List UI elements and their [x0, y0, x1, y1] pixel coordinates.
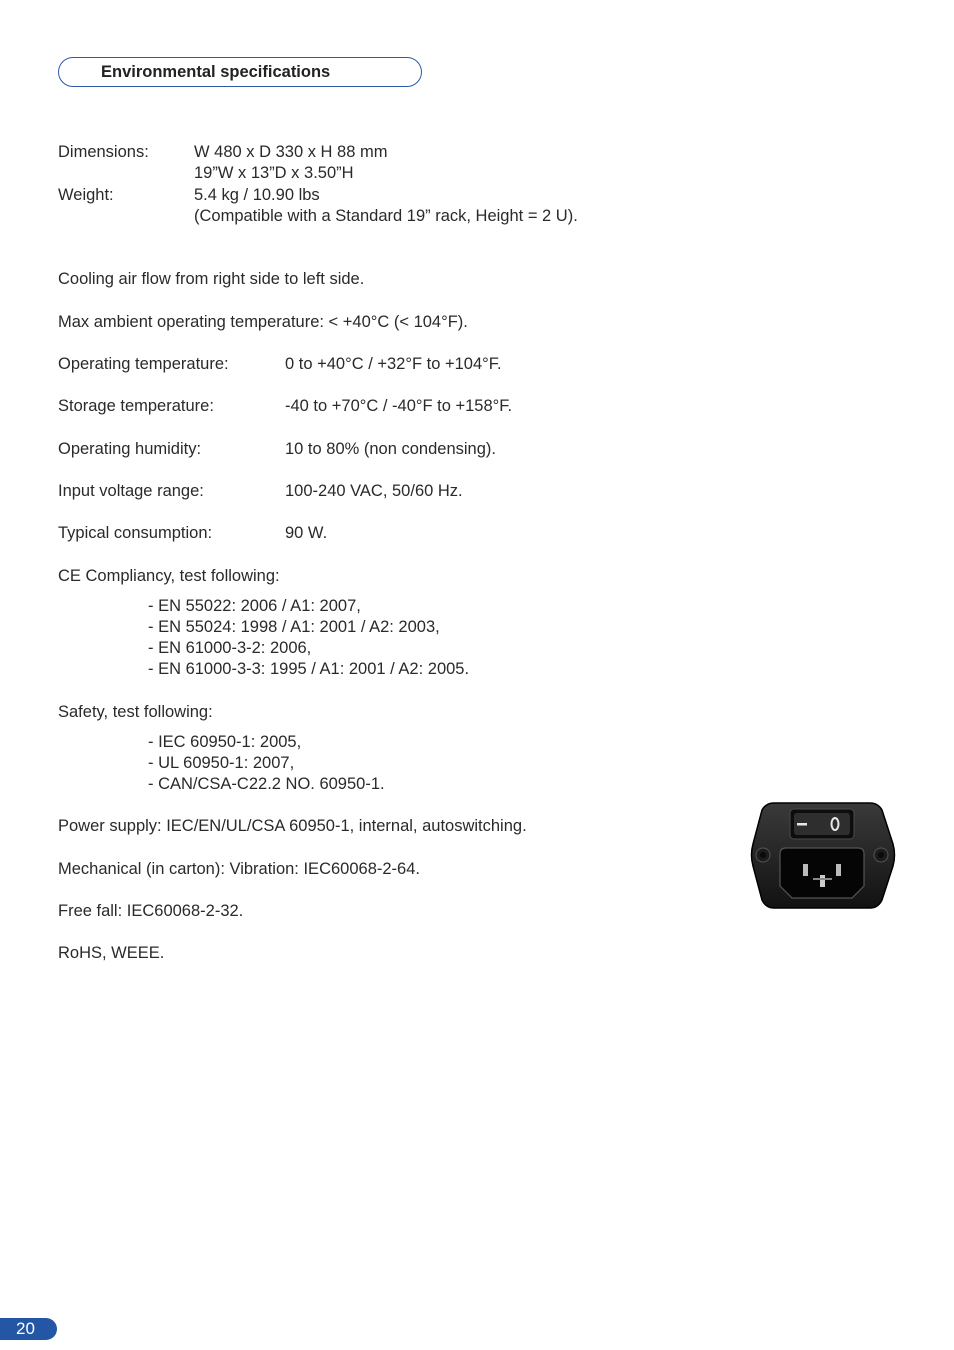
power-supply-text: Power supply: IEC/EN/UL/CSA 60950-1, internal, autoswitching. [58, 817, 527, 835]
ce-standard-item: - EN 61000-3-3: 1995 / A1: 2001 / A2: 2005. [148, 660, 470, 678]
ce-standard-item: - EN 55022: 2006 / A1: 2007, [148, 597, 361, 615]
spec-label: Input voltage range: [58, 482, 204, 500]
spec-label: Operating temperature: [58, 355, 229, 373]
dimensions-label: Dimensions: [58, 143, 149, 161]
ce-standard-item: - EN 55024: 1998 / A1: 2001 / A2: 2003, [148, 618, 440, 636]
dimensions-metric: W 480 x D 330 x H 88 mm [194, 143, 388, 161]
section-header [58, 57, 422, 87]
weight-value: 5.4 kg / 10.90 lbs [194, 186, 320, 204]
free-fall-text: Free fall: IEC60068-2-32. [58, 902, 244, 920]
page-number: 20 [0, 1318, 57, 1340]
spec-value: 10 to 80% (non condensing). [285, 440, 496, 458]
max-ambient-text: Max ambient operating temperature: < +40°C (< 104°F). [58, 313, 468, 331]
mechanical-text: Mechanical (in carton): Vibration: IEC60068-2-64. [58, 860, 420, 878]
safety-title: Safety, test following: [58, 703, 213, 721]
weight-label: Weight: [58, 186, 114, 204]
dimensions-imperial: 19”W x 13”D x 3.50”H [194, 164, 354, 182]
rack-compatibility: (Compatible with a Standard 19” rack, Height = 2 U). [194, 207, 578, 225]
safety-standard-item: - CAN/CSA-C22.2 NO. 60950-1. [148, 775, 385, 793]
ce-title: CE Compliancy, test following: [58, 567, 280, 585]
spec-value: 100-240 VAC, 50/60 Hz. [285, 482, 463, 500]
spec-value: -40 to +70°C / -40°F to +158°F. [285, 397, 513, 415]
spec-label: Storage temperature: [58, 397, 214, 415]
spec-label: Typical consumption: [58, 524, 213, 542]
cooling-text: Cooling air flow from right side to left side. [58, 270, 365, 288]
spec-value: 90 W. [285, 524, 328, 542]
spec-value: 0 to +40°C / +32°F to +104°F. [285, 355, 502, 373]
safety-standard-item: - UL 60950-1: 2007, [148, 754, 295, 772]
ce-standard-item: - EN 61000-3-2: 2006, [148, 639, 312, 657]
rohs-text: RoHS, WEEE. [58, 944, 165, 962]
power-inlet-switch-image [750, 800, 896, 917]
section-title: Environmental specifications [101, 63, 331, 81]
spec-label: Operating humidity: [58, 440, 202, 458]
safety-standard-item: - IEC 60950-1: 2005, [148, 733, 302, 751]
